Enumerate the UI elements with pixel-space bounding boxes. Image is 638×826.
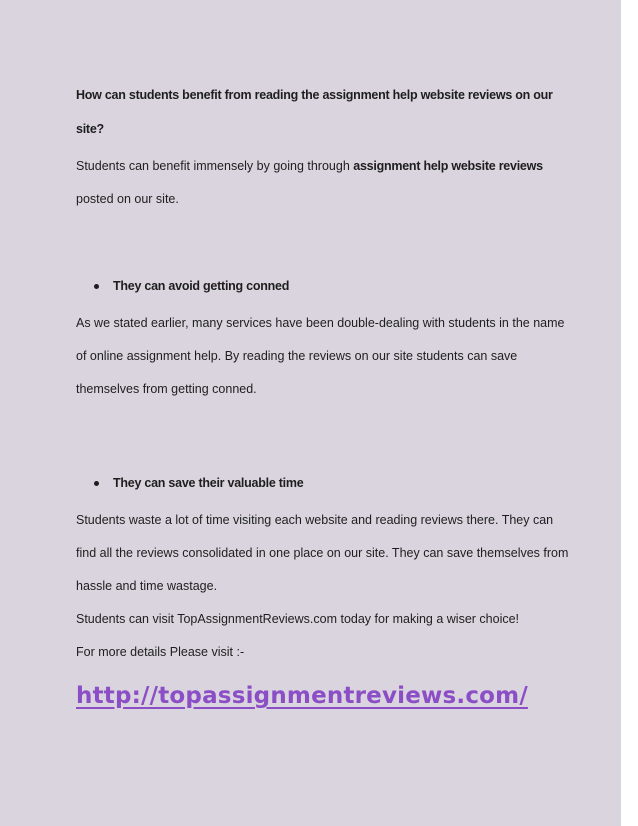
- point-body-paragraph: As we stated earlier, many services have been double-dealing with students in the name of online assignment help. By reading the reviews on our site students can save themselves from getting conned.: [76, 316, 565, 396]
- closing-paragraph: Students can visit TopAssignmentReviews.com today for making a wiser choice!: [76, 612, 520, 626]
- point-body-paragraph: Students waste a lot of time visiting each website and reading reviews there. They can find all the reviews consolidated in one place on our site. They can save themselves from hassle and time wastage.: [76, 513, 569, 593]
- question-title: How can students benefit from reading the assignment help website reviews on our site?: [76, 88, 553, 136]
- document-content: [76, 78, 576, 709]
- bullet-dot-icon: [94, 284, 99, 289]
- bullet-heading: They can save their valuable time: [113, 476, 304, 490]
- website-link[interactable]: http://topassignmentreviews.com/: [76, 683, 528, 709]
- spacer: [76, 406, 576, 466]
- bullet-dot-icon: [94, 481, 99, 486]
- intro-bold-keyword: assignment help website reviews: [353, 159, 543, 173]
- intro-text-before: Students can benefit immensely by going through: [76, 159, 354, 173]
- bullet-item-avoid-conned: [94, 269, 576, 303]
- spacer: [76, 216, 576, 269]
- more-details-text: For more details Please visit :-: [76, 645, 245, 659]
- intro-paragraph: [76, 150, 576, 216]
- bullet-item-save-time: [94, 466, 576, 500]
- intro-text-after: posted on our site.: [76, 192, 179, 206]
- bullet-heading: They can avoid getting conned: [113, 279, 290, 293]
